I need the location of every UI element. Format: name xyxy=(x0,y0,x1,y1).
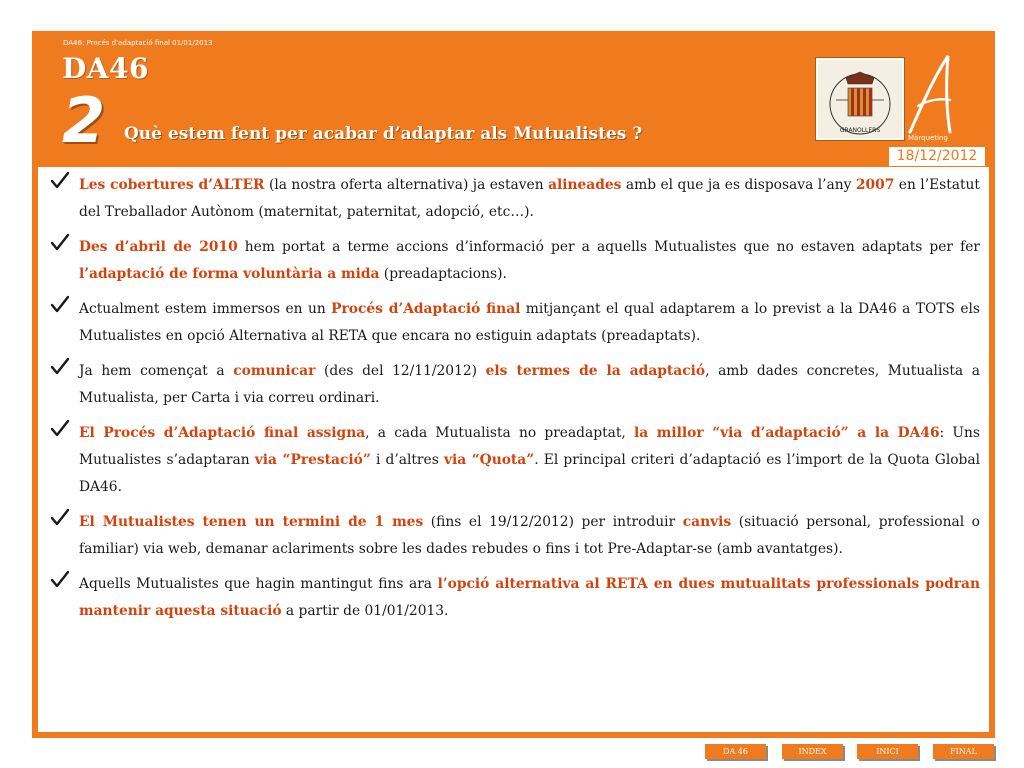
highlighted-text: l’opció alternativa al RETA en dues mutualitats professionals podran mantenir aquesta situació xyxy=(79,576,981,619)
highlighted-text: via “Quota” xyxy=(443,452,535,468)
highlighted-text: Les cobertures d’ALTER xyxy=(79,177,265,193)
bullet-item xyxy=(50,420,980,501)
bullet-item xyxy=(50,571,980,625)
nav-final-button[interactable]: FINAL xyxy=(933,744,994,759)
highlighted-text: comunicar xyxy=(233,363,316,379)
body-text: en l’Estatut del Treballador Autònom (maternitat, paternitat, adopció, etc…). xyxy=(79,177,980,220)
checkmark-icon xyxy=(50,356,70,376)
checkmark-icon xyxy=(50,170,70,190)
body-text: hem portat a terme accions d’informació per a aquells Mutualistes que no estaven adaptats per fer xyxy=(237,239,980,255)
bullet-item xyxy=(50,172,980,226)
checkmark-icon xyxy=(50,294,70,314)
brand-caption: Màrqueting xyxy=(908,134,948,142)
body-text: i d’altres xyxy=(370,452,444,468)
checkmark-icon xyxy=(50,569,70,589)
slide-heading: Què estem fent per acabar d’adaptar als Mutualistes ? xyxy=(124,124,643,144)
body-text: : Uns Mutualistes s’adaptaran xyxy=(79,425,980,468)
highlighted-text: via “Prestació” xyxy=(254,452,371,468)
checkmark-icon xyxy=(50,418,70,438)
body-text: Actualment estem immersos en un xyxy=(79,301,332,317)
bullet-item xyxy=(50,509,980,563)
body-text: Aquells Mutualistes que hagin mantingut fins ara xyxy=(79,576,438,592)
body-text: amb el que ja es disposava l’any xyxy=(621,177,856,193)
slide-subtitle: DA46: Procés d'adaptació final 01/01/2013 xyxy=(63,39,213,47)
bullet-item xyxy=(50,234,980,288)
body-text: (preadaptacions). xyxy=(379,266,507,282)
nav-inici-button[interactable]: INICI xyxy=(857,744,918,759)
bullet-item xyxy=(50,358,980,412)
highlighted-text: l’adaptació de forma voluntària a mida xyxy=(79,266,380,282)
checkmark-icon xyxy=(50,507,70,527)
highlighted-text: canvis xyxy=(682,514,732,530)
highlighted-text: alineades xyxy=(548,177,622,193)
bar-association-logo xyxy=(816,58,904,140)
marketing-a-icon xyxy=(902,50,964,140)
body-text: , a cada Mutualista no preadaptat, xyxy=(365,425,634,441)
body-text: (des del 12/11/2012) xyxy=(315,363,486,379)
logo-caption: GRANOLLERS xyxy=(839,127,881,134)
highlighted-text: Procés d’Adaptació final xyxy=(331,301,521,317)
section-number: 2 xyxy=(62,84,106,157)
bullet-list xyxy=(50,172,980,633)
nav-index-button[interactable]: INDEX xyxy=(782,744,843,759)
checkmark-icon xyxy=(50,232,70,252)
highlighted-text: El Procés d’Adaptació final assigna xyxy=(79,425,366,441)
body-text: mitjançant el qual adaptarem a lo previst a la DA46 a TOTS els Mutualistes en opció Alternativa al RETA que encara no estiguin adaptats (preadaptats). xyxy=(79,301,980,344)
highlighted-text: els termes de la adaptació xyxy=(485,363,706,379)
slide-date: 18/12/2012 xyxy=(889,147,985,166)
highlighted-text: Des d’abril de 2010 xyxy=(79,239,238,255)
nav-da46-button[interactable]: DA 46 xyxy=(705,744,766,759)
highlighted-text: El Mutualistes tenen un termini de 1 mes xyxy=(79,514,424,530)
bullet-item xyxy=(50,296,980,350)
highlighted-text: 2007 xyxy=(855,177,895,193)
body-text: , amb dades concretes, Mutualista a Mutualista, per Carta i via correu ordinari. xyxy=(79,363,980,406)
body-text: a partir de 01/01/2013. xyxy=(281,603,449,619)
body-text: Ja hem començat a xyxy=(79,363,234,379)
body-text: (situació personal, professional o familiar) via web, demanar aclariments sobre les dades rebudes o fins i tot Pre-Adaptar-se (amb avantatges). xyxy=(79,514,980,557)
body-text: . El principal criteri d’adaptació es l’import de la Quota Global DA46. xyxy=(79,452,981,495)
body-text: (la nostra oferta alternativa) ja estaven xyxy=(264,177,549,193)
slide-code: DA46 xyxy=(62,52,149,85)
highlighted-text: la millor “via d’adaptació” a la DA46 xyxy=(633,425,940,441)
body-text: (fins el 19/12/2012) per introduir xyxy=(423,514,683,530)
